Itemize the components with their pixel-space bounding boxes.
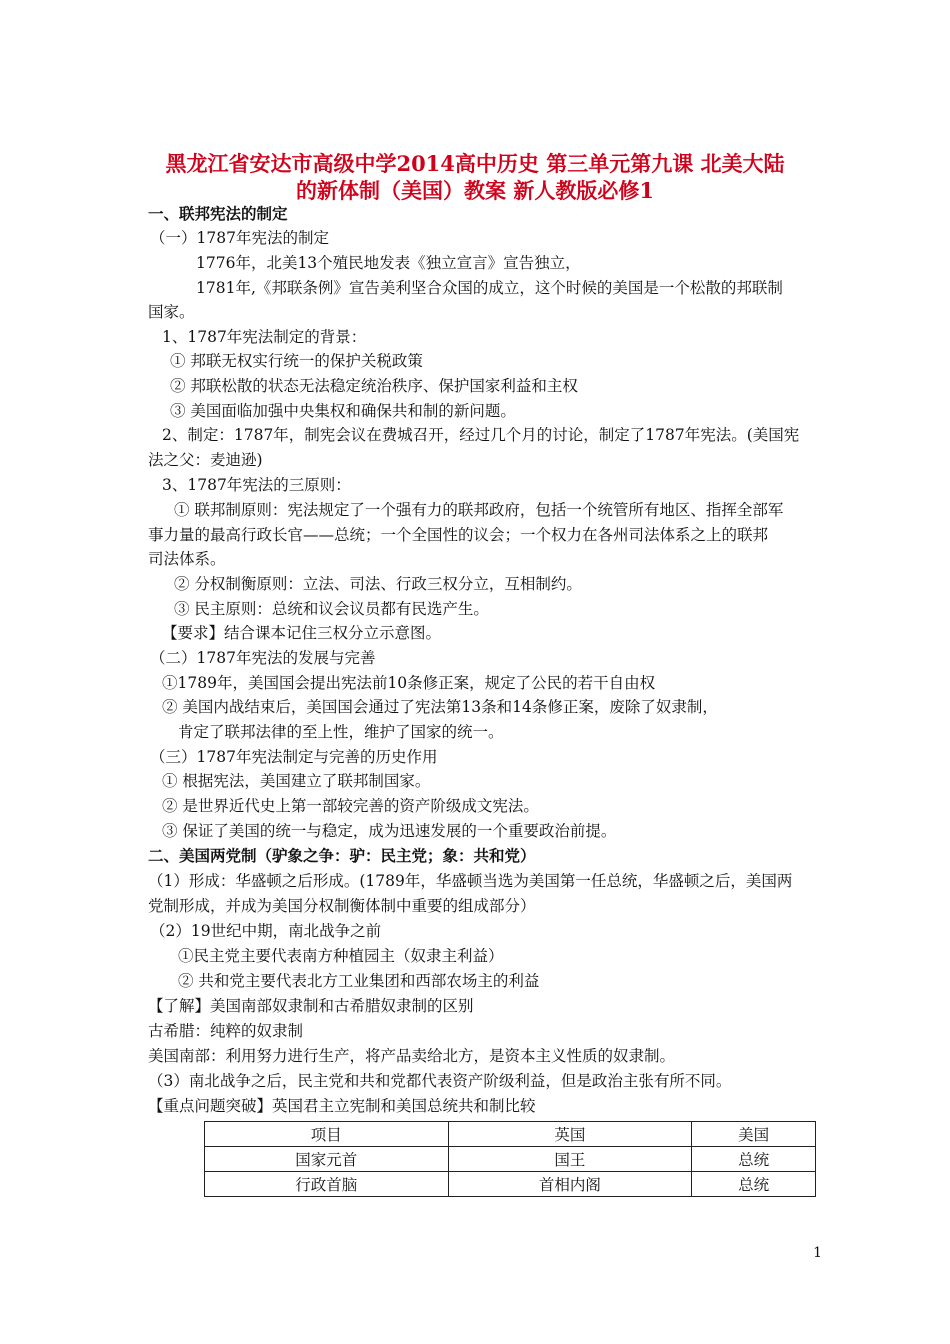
paragraph-line: 肯定了联邦法律的至上性，维护了国家的统一。	[178, 723, 504, 741]
title-line-1: 黑龙江省安达市高级中学2014高中历史 第三单元第九课 北美大陆	[165, 151, 785, 176]
table-cell: 行政首脑	[205, 1172, 449, 1197]
document-title	[100, 150, 850, 204]
subsection-heading-3: （三）1787年宪法制定与完善的历史作用	[150, 748, 438, 766]
list-heading: 3、1787年宪法的三原则：	[162, 476, 351, 494]
list-item: ③ 民主原则：总统和议会议员都有民选产生。	[174, 600, 489, 618]
subsection-heading-1: （一）1787年宪法的制定	[150, 229, 329, 247]
list-item: ①民主党主要代表南方种植园主（奴隶主利益）	[178, 947, 504, 965]
table-cell: 首相内阁	[448, 1172, 692, 1197]
list-item: ① 联邦制原则：宪法规定了一个强有力的联邦政府，包括一个统管所有地区、指挥全部军	[174, 501, 784, 519]
list-item: ② 是世界近代史上第一部较完善的资产阶级成文宪法。	[162, 797, 539, 815]
list-item: ② 邦联松散的状态无法稳定统治秩序、保护国家利益和主权	[170, 377, 578, 395]
title-line-2: 的新体制（美国）教案 新人教版必修1	[296, 178, 654, 203]
subsection-heading-2: （二）1787年宪法的发展与完善	[150, 649, 376, 667]
table-cell: 总统	[692, 1172, 816, 1197]
list-item: ① 邦联无权实行统一的保护关税政策	[170, 352, 423, 370]
paragraph-line: 党制形成，并成为美国分权制衡体制中重要的组成部分）	[148, 897, 536, 915]
list-item: ② 美国内战结束后，美国国会通过了宪法第13条和14条修正案，废除了奴隶制，	[162, 698, 718, 716]
paragraph-line: 法之父：麦迪逊)	[148, 451, 263, 469]
table-header-cell: 美国	[692, 1122, 816, 1147]
paragraph-line: 事力量的最高行政长官——总统；一个全国性的议会；一个权力在各州司法体系之上的联邦	[148, 526, 769, 544]
comparison-table	[204, 1121, 816, 1197]
paragraph-line: 国家。	[148, 303, 195, 321]
note-understand: 【了解】美国南部奴隶制和古希腊奴隶制的区别	[148, 997, 474, 1015]
note-requirement: 【要求】结合课本记住三权分立示意图。	[162, 624, 442, 642]
list-item: ③ 美国面临加强中央集权和确保共和制的新问题。	[170, 402, 516, 420]
table-cell: 总统	[692, 1147, 816, 1172]
section-heading-constitution: 一、联邦宪法的制定	[148, 204, 288, 223]
paragraph-line: （3）南北战争之后，民主党和共和党都代表资产阶级利益，但是政治主张有所不同。	[148, 1072, 732, 1090]
list-item: ③ 保证了美国的统一与稳定，成为迅速发展的一个重要政治前提。	[162, 822, 617, 840]
table-row	[205, 1147, 816, 1172]
page-number: 1	[813, 1245, 822, 1261]
list-heading: （2）19世纪中期，南北战争之前	[150, 922, 382, 940]
section-heading-two-party: 二、美国两党制（驴象之争：驴：民主党；象：共和党）	[148, 846, 536, 865]
table-cell: 国家元首	[205, 1147, 449, 1172]
list-item: ② 共和党主要代表北方工业集团和西部农场主的利益	[178, 972, 540, 990]
list-item: ①1789年，美国国会提出宪法前10条修正案，规定了公民的若干自由权	[162, 674, 656, 692]
list-item: ① 根据宪法，美国建立了联邦制国家。	[162, 772, 431, 790]
list-heading: 1、1787年宪法制定的背景：	[162, 328, 367, 346]
paragraph-line: 2、制定：1787年，制宪会议在费城召开，经过几个月的讨论，制定了1787年宪法。(美国宪	[162, 426, 800, 444]
paragraph-line: 美国南部：利用努力进行生产，将产品卖给北方，是资本主义性质的奴隶制。	[148, 1047, 676, 1065]
table-row	[205, 1172, 816, 1197]
note-key-problem: 【重点问题突破】英国君主立宪制和美国总统共和制比较	[148, 1097, 536, 1115]
list-item: ② 分权制衡原则：立法、司法、行政三权分立，互相制约。	[174, 575, 582, 593]
table-header-cell: 英国	[448, 1122, 692, 1147]
paragraph-line: 司法体系。	[148, 550, 226, 568]
paragraph-line: 古希腊：纯粹的奴隶制	[148, 1022, 304, 1040]
paragraph-line: 1776年，北美13个殖民地发表《独立宣言》宣告独立，	[196, 254, 581, 272]
table-cell: 国王	[448, 1147, 692, 1172]
table-header-cell: 项目	[205, 1122, 449, 1147]
paragraph-line: （1）形成：华盛顿之后形成。(1789年，华盛顿当选为美国第一任总统，华盛顿之后，美国两	[148, 872, 793, 890]
paragraph-line: 1781年,《邦联条例》宣告美利坚合众国的成立，这个时候的美国是一个松散的邦联制	[196, 279, 783, 297]
table-header-row	[205, 1122, 816, 1147]
